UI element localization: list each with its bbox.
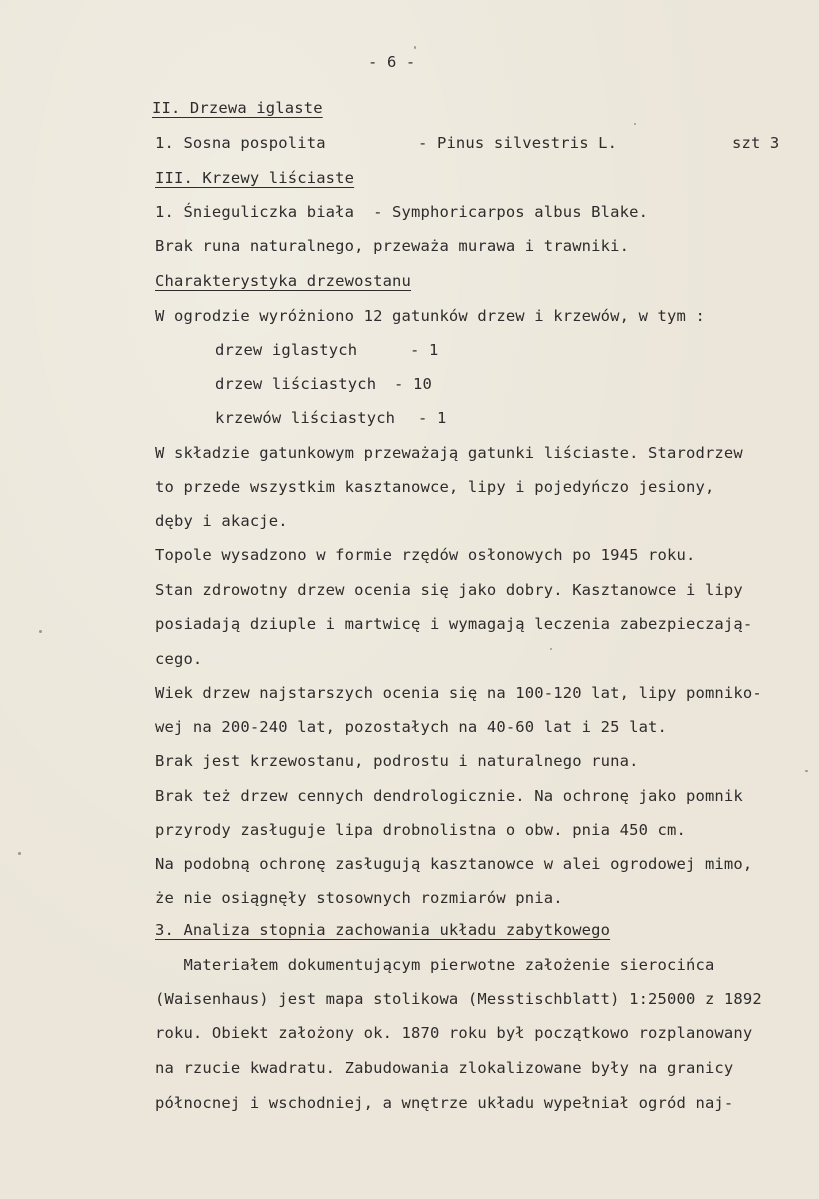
pine-item-count: szt 3 [732,134,780,152]
paper-speck [805,770,808,772]
body-line: to przede wszystkim kasztanowce, lipy i pojedyńczo jesiony, [155,478,715,496]
body-line: Topole wysadzono w formie rzędów osłonowych po 1945 roku. [155,546,696,564]
body-line: cego. [155,650,203,668]
pine-item-name: 1. Sosna pospolita [155,134,326,152]
stand-count-label: krzewów liściastych [215,409,396,427]
stand-heading: Charakterystyka drzewostanu [155,272,412,290]
paper-speck [634,123,636,125]
section-3-heading: 3. Analiza stopnia zachowania układu zabytkowego [155,921,611,939]
paper-speck [39,630,42,633]
paper-speck [414,46,416,49]
stand-count-value: - 1 [410,341,439,359]
stand-count-value: - 10 [394,375,432,393]
snowberry-item: 1. Śnieguliczka biała - Symphoricarpos albus Blake. [155,203,649,221]
page-number: - 6 - [368,53,416,71]
stand-count-value: - 1 [418,409,447,427]
paper-speck [550,648,552,650]
stand-count-label: drzew liściastych [215,375,377,393]
stand-count-label: drzew iglastych [215,341,358,359]
body-line: Stan zdrowotny drzew ocenia się jako dobry. Kasztanowce i lipy [155,581,743,599]
body-line: dęby i akacje. [155,512,288,530]
section-3-line: na rzucie kwadratu. Zabudowania zlokalizowane były na granicy [155,1059,734,1077]
body-line: przyrody zasługuje lipa drobnolistna o obw. pnia 450 cm. [155,821,686,839]
body-line: Brak też drzew cennych dendrologicznie. Na ochronę jako pomnik [155,787,743,805]
body-line: Brak jest krzewostanu, podrostu i naturalnego runa. [155,752,639,770]
paper-speck [18,852,21,855]
body-line: Na podobną ochronę zasługują kasztanowce w alei ogrodowej mimo, [155,855,753,873]
body-line: W składzie gatunkowym przeważają gatunki liściaste. Starodrzew [155,444,743,462]
stand-intro: W ogrodzie wyróżniono 12 gatunków drzew i krzewów, w tym : [155,307,705,325]
body-line: wej na 200-240 lat, pozostałych na 40-60 lat i 25 lat. [155,718,668,736]
section-3-line: (Waisenhaus) jest mapa stolikowa (Messtischblatt) 1:25000 z 1892 [155,990,762,1008]
pine-item-latin: - Pinus silvestris L. [418,134,618,152]
section-3-line: Materiałem dokumentującym pierwotne założenie sierocińca [155,956,715,974]
body-line: że nie osiągnęły stosownych rozmiarów pnia. [155,889,563,907]
section-3-line: północnej i wschodniej, a wnętrze układu wypełniał ogród naj- [155,1094,734,1112]
section-3-line: roku. Obiekt założony ok. 1870 roku był początkowo rozplanowany [155,1024,753,1042]
section-iii-heading: III. Krzewy liściaste [155,169,355,187]
body-line: Wiek drzew najstarszych ocenia się na 100-120 lat, lipy pomniko- [155,684,762,702]
body-line: posiadają dziuple i martwicę i wymagają leczenia zabezpieczają- [155,615,753,633]
undergrowth-note: Brak runa naturalnego, przeważa murawa i trawniki. [155,237,630,255]
section-ii-heading: II. Drzewa iglaste [152,99,323,117]
